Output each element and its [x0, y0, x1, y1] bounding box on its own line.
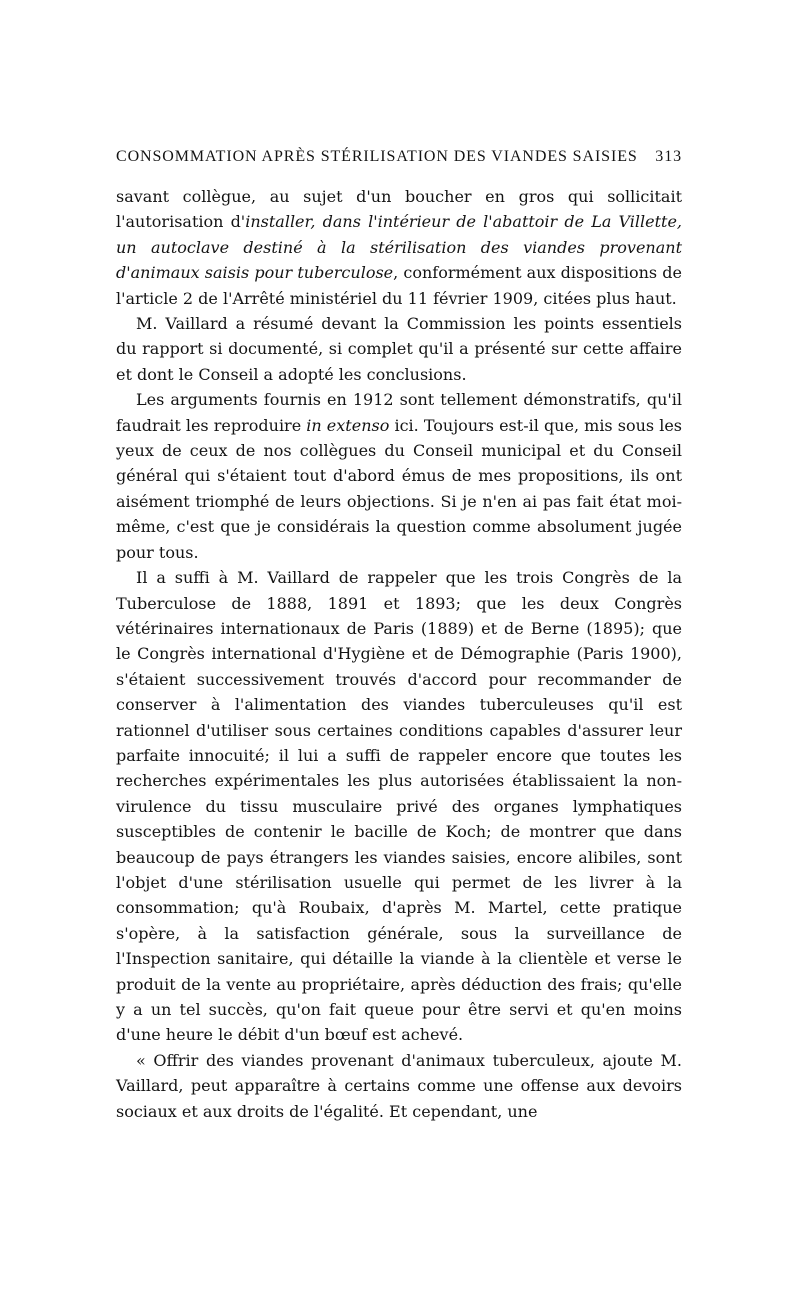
- running-header: [116, 148, 682, 166]
- running-title: CONSOMMATION APRÈS STÉRILISATION DES VIANDES SAISIES: [116, 148, 638, 165]
- paragraph-3-text: Les arguments fournis en 1912 sont tellement démonstratifs, qu'il faudrait les reproduire: [116, 390, 682, 435]
- body-text: [116, 184, 682, 1124]
- paragraph-3-tail: ici. Toujours est-il que, mis sous les yeux de ceux de nos collègues du Conseil municipal et du Conseil général qui s'étaient tout d'abord émus de mes propositions, ils ont aisément triomphé de leurs objections. Si je n'en ai pas fait état moi-même, c'est que je considérais la question comme absolument jugée pour tous.: [116, 415, 683, 562]
- paragraph-3: [116, 387, 682, 565]
- paragraph-1: [116, 184, 682, 311]
- paragraph-4: Il a suffi à M. Vaillard de rappeler que les trois Congrès de la Tuberculose de 1888, 1891 et 1893; que les deux Congrès vétérinaires internationaux de Paris (1889) et de Berne (1895); que le Congrès international d'Hygiène et de Démographie (Paris 1900), s'étaient successivement trouvés d'accord pour recommander de conserver à l'alimentation des viandes tuberculeuses qu'il est rationnel d'utiliser sous certaines conditions capables d'assurer leur parfaite innocuité; il lui a suffi de rappeler encore que toutes les recherches expérimentales les plus autorisées établissaient la non-virulence du tissu musculaire privé des organes lymphatiques susceptibles de contenir le bacille de Koch; de montrer que dans beaucoup de pays étrangers les viandes saisies, encore alibiles, sont l'objet d'une stérilisation usuelle qui permet de les livrer à la consommation; qu'à Roubaix, d'après M. Martel, cette pratique s'opère, à la satisfaction générale, sous la surveillance de l'Inspection sanitaire, qui détaille la viande à la clientèle et verse le produit de la vente au propriétaire, après déduction des frais; qu'elle y a un tel succès, qu'on fait queue pour être servi et qu'en moins d'une heure le débit d'un bœuf est achevé.: [116, 568, 682, 1045]
- paragraph-2: M. Vaillard a résumé devant la Commission les points essentiels du rapport si documenté, si complet qu'il a présenté sur cette affaire et dont le Conseil a adopté les conclusions.: [116, 314, 682, 384]
- paragraph-1-text: savant collègue, au sujet d'un boucher en gros qui sollicitait l'autorisation d': [116, 187, 682, 232]
- page-number: 313: [655, 148, 682, 165]
- paragraph-1-tail: , conformément aux dispositions de l'article 2 de l'Arrêté ministériel du 11 février 1909, citées plus haut.: [116, 263, 683, 308]
- paragraph-5: « Offrir des viandes provenant d'animaux tuberculeux, ajoute M. Vaillard, peut apparaître à certains comme une offense aux devoirs sociaux et aux droits de l'égalité. Et cependant, une: [116, 1050, 682, 1121]
- paragraph-1-italic: installer, dans l'intérieur de l'abattoir de La Villette, un autoclave destiné à la stérilisation des viandes provenant d'animaux saisis pour tuberculose: [116, 212, 683, 283]
- paragraph-3-italic: in extenso: [306, 415, 390, 435]
